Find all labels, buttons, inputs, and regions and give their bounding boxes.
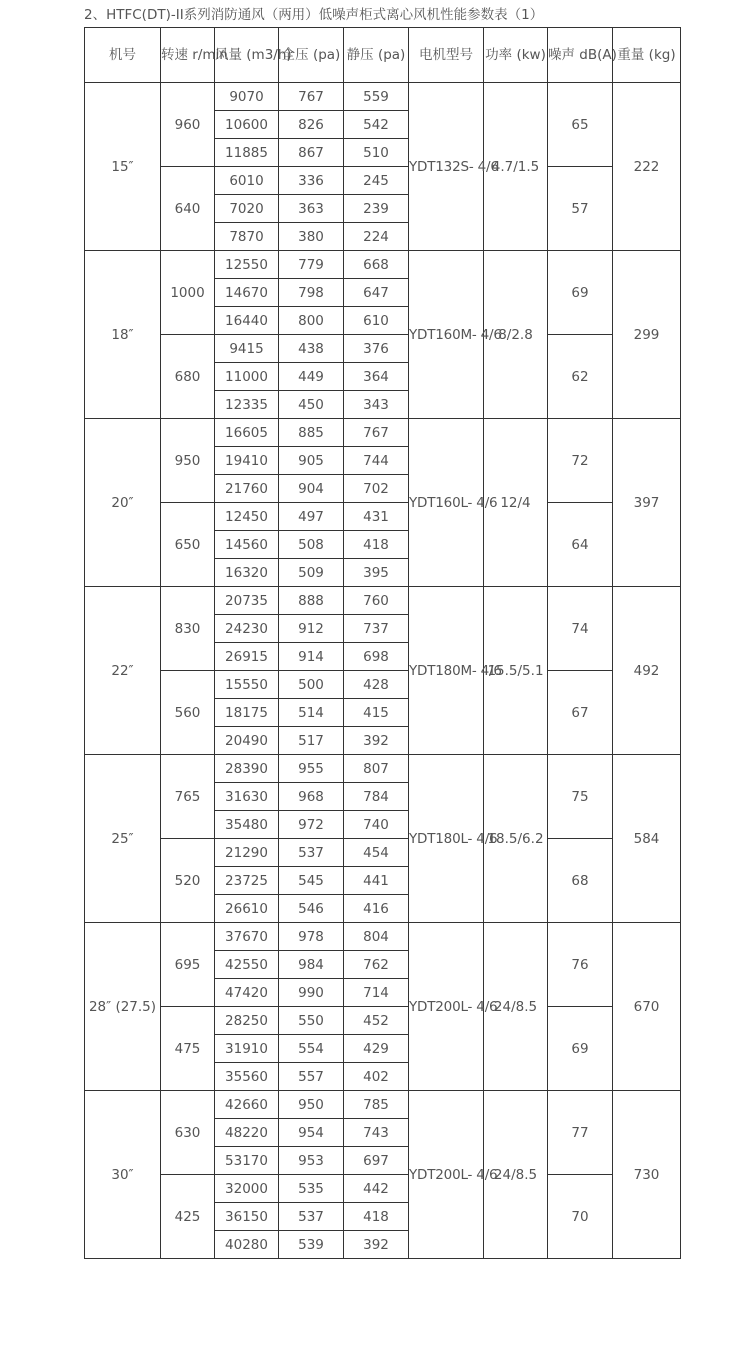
speed-cell: 520: [161, 839, 215, 923]
total-pressure-cell: 912: [279, 615, 344, 643]
airflow-cell: 10600: [215, 111, 279, 139]
static-pressure-cell: 559: [344, 83, 409, 111]
static-pressure-cell: 767: [344, 419, 409, 447]
total-pressure-cell: 978: [279, 923, 344, 951]
weight-cell: 670: [613, 923, 681, 1091]
airflow-cell: 42550: [215, 951, 279, 979]
airflow-cell: 16440: [215, 307, 279, 335]
airflow-cell: 9070: [215, 83, 279, 111]
static-pressure-cell: 376: [344, 335, 409, 363]
total-pressure-cell: 517: [279, 727, 344, 755]
total-pressure-cell: 914: [279, 643, 344, 671]
weight-cell: 492: [613, 587, 681, 755]
total-pressure-cell: 885: [279, 419, 344, 447]
total-pressure-cell: 514: [279, 699, 344, 727]
airflow-cell: 16605: [215, 419, 279, 447]
airflow-cell: 15550: [215, 671, 279, 699]
power-cell: 18.5/6.2: [484, 755, 548, 923]
static-pressure-cell: 697: [344, 1147, 409, 1175]
weight-cell: 397: [613, 419, 681, 587]
airflow-cell: 7020: [215, 195, 279, 223]
static-pressure-cell: 428: [344, 671, 409, 699]
total-pressure-cell: 798: [279, 279, 344, 307]
static-pressure-cell: 760: [344, 587, 409, 615]
airflow-cell: 26610: [215, 895, 279, 923]
total-pressure-cell: 904: [279, 475, 344, 503]
table-row: [85, 83, 681, 111]
speed-cell: 960: [161, 83, 215, 167]
static-pressure-cell: 647: [344, 279, 409, 307]
header-static-pressure: 静压 (pa): [344, 28, 409, 83]
airflow-cell: 31630: [215, 783, 279, 811]
noise-cell: 67: [548, 671, 613, 755]
static-pressure-cell: 392: [344, 1231, 409, 1259]
static-pressure-cell: 454: [344, 839, 409, 867]
static-pressure-cell: 785: [344, 1091, 409, 1119]
airflow-cell: 18175: [215, 699, 279, 727]
table-row: [85, 1007, 681, 1035]
total-pressure-cell: 888: [279, 587, 344, 615]
total-pressure-cell: 984: [279, 951, 344, 979]
weight-cell: 584: [613, 755, 681, 923]
airflow-cell: 26915: [215, 643, 279, 671]
total-pressure-cell: 968: [279, 783, 344, 811]
total-pressure-cell: 537: [279, 839, 344, 867]
fan-performance-table: [84, 27, 681, 1259]
table-row: [85, 1175, 681, 1203]
total-pressure-cell: 950: [279, 1091, 344, 1119]
header-motor: 电机型号: [409, 28, 484, 83]
static-pressure-cell: 392: [344, 727, 409, 755]
total-pressure-cell: 557: [279, 1063, 344, 1091]
speed-cell: 680: [161, 335, 215, 419]
total-pressure-cell: 767: [279, 83, 344, 111]
airflow-cell: 20490: [215, 727, 279, 755]
static-pressure-cell: 698: [344, 643, 409, 671]
static-pressure-cell: 364: [344, 363, 409, 391]
model-cell: 28″ (27.5): [85, 923, 161, 1091]
airflow-cell: 6010: [215, 167, 279, 195]
airflow-cell: 11000: [215, 363, 279, 391]
total-pressure-cell: 450: [279, 391, 344, 419]
static-pressure-cell: 610: [344, 307, 409, 335]
airflow-cell: 21760: [215, 475, 279, 503]
total-pressure-cell: 497: [279, 503, 344, 531]
speed-cell: 950: [161, 419, 215, 503]
motor-cell: YDT160M- 4/6: [409, 251, 484, 419]
header-airflow: 风量 (m3/h): [215, 28, 279, 83]
table-row: [85, 671, 681, 699]
model-cell: 15″: [85, 83, 161, 251]
airflow-cell: 32000: [215, 1175, 279, 1203]
speed-cell: 640: [161, 167, 215, 251]
airflow-cell: 37670: [215, 923, 279, 951]
motor-cell: YDT132S- 4/6: [409, 83, 484, 251]
static-pressure-cell: 542: [344, 111, 409, 139]
static-pressure-cell: 224: [344, 223, 409, 251]
header-speed: 转速 r/min: [161, 28, 215, 83]
static-pressure-cell: 416: [344, 895, 409, 923]
static-pressure-cell: 740: [344, 811, 409, 839]
noise-cell: 75: [548, 755, 613, 839]
noise-cell: 57: [548, 167, 613, 251]
speed-cell: 630: [161, 1091, 215, 1175]
airflow-cell: 12450: [215, 503, 279, 531]
header-model: 机号: [85, 28, 161, 83]
airflow-cell: 42660: [215, 1091, 279, 1119]
total-pressure-cell: 867: [279, 139, 344, 167]
header-power: 功率 (kw): [484, 28, 548, 83]
total-pressure-cell: 953: [279, 1147, 344, 1175]
airflow-cell: 35480: [215, 811, 279, 839]
total-pressure-cell: 800: [279, 307, 344, 335]
motor-cell: YDT180M- 4/6: [409, 587, 484, 755]
table-row: [85, 503, 681, 531]
noise-cell: 64: [548, 503, 613, 587]
total-pressure-cell: 554: [279, 1035, 344, 1063]
static-pressure-cell: 668: [344, 251, 409, 279]
airflow-cell: 35560: [215, 1063, 279, 1091]
header-row: [85, 28, 681, 83]
total-pressure-cell: 500: [279, 671, 344, 699]
total-pressure-cell: 509: [279, 559, 344, 587]
speed-cell: 475: [161, 1007, 215, 1091]
table-row: [85, 167, 681, 195]
static-pressure-cell: 807: [344, 755, 409, 783]
noise-cell: 62: [548, 335, 613, 419]
static-pressure-cell: 714: [344, 979, 409, 1007]
noise-cell: 68: [548, 839, 613, 923]
airflow-cell: 31910: [215, 1035, 279, 1063]
airflow-cell: 53170: [215, 1147, 279, 1175]
noise-cell: 70: [548, 1175, 613, 1259]
total-pressure-cell: 955: [279, 755, 344, 783]
header-weight: 重量 (kg): [613, 28, 681, 83]
noise-cell: 74: [548, 587, 613, 671]
airflow-cell: 9415: [215, 335, 279, 363]
total-pressure-cell: 363: [279, 195, 344, 223]
static-pressure-cell: 744: [344, 447, 409, 475]
total-pressure-cell: 954: [279, 1119, 344, 1147]
total-pressure-cell: 779: [279, 251, 344, 279]
total-pressure-cell: 537: [279, 1203, 344, 1231]
power-cell: 4.7/1.5: [484, 83, 548, 251]
weight-cell: 730: [613, 1091, 681, 1259]
noise-cell: 65: [548, 83, 613, 167]
table-caption: 2、HTFC(DT)-II系列消防通风（两用）低噪声柜式离心风机性能参数表（1）: [84, 7, 544, 23]
static-pressure-cell: 415: [344, 699, 409, 727]
static-pressure-cell: 702: [344, 475, 409, 503]
total-pressure-cell: 380: [279, 223, 344, 251]
power-cell: 24/8.5: [484, 1091, 548, 1259]
airflow-cell: 14560: [215, 531, 279, 559]
table-row: [85, 335, 681, 363]
power-cell: 12/4: [484, 419, 548, 587]
speed-cell: 650: [161, 503, 215, 587]
speed-cell: 765: [161, 755, 215, 839]
total-pressure-cell: 826: [279, 111, 344, 139]
total-pressure-cell: 449: [279, 363, 344, 391]
speed-cell: 425: [161, 1175, 215, 1259]
noise-cell: 69: [548, 1007, 613, 1091]
power-cell: 15.5/5.1: [484, 587, 548, 755]
total-pressure-cell: 972: [279, 811, 344, 839]
static-pressure-cell: 804: [344, 923, 409, 951]
table-row: [85, 1091, 681, 1119]
header-total-pressure: 全压 (pa): [279, 28, 344, 83]
airflow-cell: 19410: [215, 447, 279, 475]
airflow-cell: 16320: [215, 559, 279, 587]
noise-cell: 69: [548, 251, 613, 335]
airflow-cell: 36150: [215, 1203, 279, 1231]
static-pressure-cell: 743: [344, 1119, 409, 1147]
static-pressure-cell: 343: [344, 391, 409, 419]
airflow-cell: 23725: [215, 867, 279, 895]
static-pressure-cell: 737: [344, 615, 409, 643]
airflow-cell: 7870: [215, 223, 279, 251]
airflow-cell: 14670: [215, 279, 279, 307]
total-pressure-cell: 508: [279, 531, 344, 559]
motor-cell: YDT180L- 4/6: [409, 755, 484, 923]
airflow-cell: 20735: [215, 587, 279, 615]
airflow-cell: 24230: [215, 615, 279, 643]
model-cell: 18″: [85, 251, 161, 419]
table-row: [85, 419, 681, 447]
static-pressure-cell: 431: [344, 503, 409, 531]
noise-cell: 72: [548, 419, 613, 503]
static-pressure-cell: 442: [344, 1175, 409, 1203]
static-pressure-cell: 762: [344, 951, 409, 979]
table-row: [85, 587, 681, 615]
static-pressure-cell: 784: [344, 783, 409, 811]
static-pressure-cell: 402: [344, 1063, 409, 1091]
model-cell: 30″: [85, 1091, 161, 1259]
total-pressure-cell: 546: [279, 895, 344, 923]
airflow-cell: 21290: [215, 839, 279, 867]
header-noise: 噪声 dB(A): [548, 28, 613, 83]
static-pressure-cell: 441: [344, 867, 409, 895]
motor-cell: YDT200L- 4/6: [409, 1091, 484, 1259]
static-pressure-cell: 418: [344, 1203, 409, 1231]
airflow-cell: 47420: [215, 979, 279, 1007]
total-pressure-cell: 550: [279, 1007, 344, 1035]
model-cell: 25″: [85, 755, 161, 923]
static-pressure-cell: 510: [344, 139, 409, 167]
power-cell: 8/2.8: [484, 251, 548, 419]
speed-cell: 560: [161, 671, 215, 755]
noise-cell: 77: [548, 1091, 613, 1175]
speed-cell: 1000: [161, 251, 215, 335]
total-pressure-cell: 539: [279, 1231, 344, 1259]
model-cell: 20″: [85, 419, 161, 587]
static-pressure-cell: 452: [344, 1007, 409, 1035]
weight-cell: 222: [613, 83, 681, 251]
airflow-cell: 40280: [215, 1231, 279, 1259]
static-pressure-cell: 395: [344, 559, 409, 587]
airflow-cell: 48220: [215, 1119, 279, 1147]
model-cell: 22″: [85, 587, 161, 755]
static-pressure-cell: 429: [344, 1035, 409, 1063]
total-pressure-cell: 905: [279, 447, 344, 475]
airflow-cell: 11885: [215, 139, 279, 167]
noise-cell: 76: [548, 923, 613, 1007]
power-cell: 24/8.5: [484, 923, 548, 1091]
airflow-cell: 12550: [215, 251, 279, 279]
static-pressure-cell: 245: [344, 167, 409, 195]
motor-cell: YDT200L- 4/6: [409, 923, 484, 1091]
total-pressure-cell: 438: [279, 335, 344, 363]
airflow-cell: 28390: [215, 755, 279, 783]
total-pressure-cell: 336: [279, 167, 344, 195]
static-pressure-cell: 239: [344, 195, 409, 223]
table-row: [85, 839, 681, 867]
motor-cell: YDT160L- 4/6: [409, 419, 484, 587]
total-pressure-cell: 545: [279, 867, 344, 895]
airflow-cell: 12335: [215, 391, 279, 419]
speed-cell: 830: [161, 587, 215, 671]
table-row: [85, 251, 681, 279]
table-row: [85, 755, 681, 783]
static-pressure-cell: 418: [344, 531, 409, 559]
airflow-cell: 28250: [215, 1007, 279, 1035]
total-pressure-cell: 535: [279, 1175, 344, 1203]
speed-cell: 695: [161, 923, 215, 1007]
weight-cell: 299: [613, 251, 681, 419]
total-pressure-cell: 990: [279, 979, 344, 1007]
table-row: [85, 923, 681, 951]
